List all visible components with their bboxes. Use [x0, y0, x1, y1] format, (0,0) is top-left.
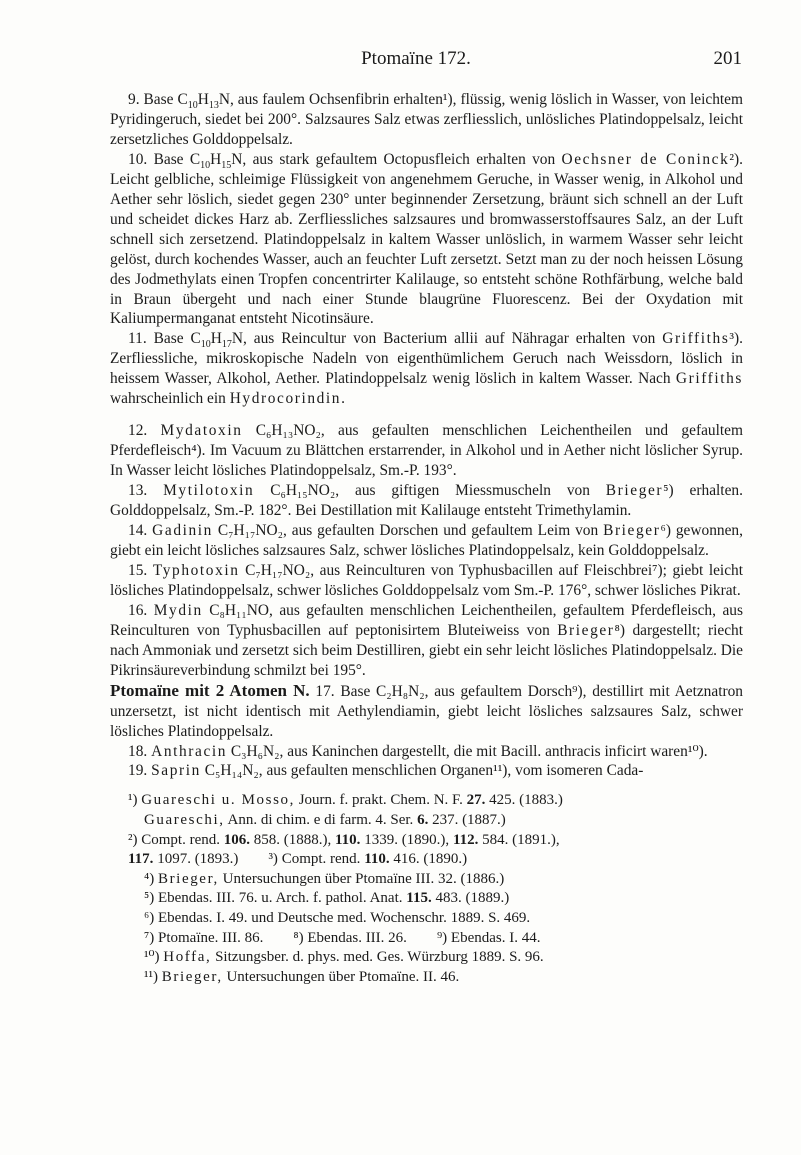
entry-text: ⁵) erhalten. Golddoppelsalz, Sm.-P. 182°. Bei Destillation mit Kalilauge entsteht Trimethylamin.: [110, 482, 743, 520]
formula: C₇H₁₇NO₂,: [245, 561, 315, 579]
entry-text: aus Reinculturen von Typhusbacillen auf Fleischbrei⁷); giebt leicht lösliches Platindoppelsalz, schwer lösliches Golddoppelsalz vom Sm.-P. 176°, schwer lösliches Pikrat.: [110, 561, 743, 599]
entry-13: [110, 481, 743, 521]
formula: C₆H₁₃NO₂,: [255, 422, 325, 440]
entry-number: 11.: [128, 330, 147, 348]
entry-text: aus gefaultem Dorsch⁹), destillirt mit Aetznatron unzersetzt, ist nicht identisch mit Aethylendiamin, giebt leicht lösliches salzsaures Salz, schwer lösliches Platindoppelsalz.: [110, 682, 743, 740]
footnote-11: ¹¹) Brieger, Untersuchungen über Ptomaïne. II. 46.: [144, 968, 460, 985]
entry-text: aus gefaulten menschlichen Leichentheilen, gefaultem Pferdefleisch, aus Reinculturen von Typhusbacillen auf peptonisirtem Bluteiweiss von: [110, 601, 743, 639]
footnote-10: ¹⁰) Hoffa, Sitzungsber. d. phys. med. Ges. Würzburg 1889. S. 96.: [144, 949, 544, 966]
entry-text: aus gefaulten menschlichen Organen¹¹), vom isomeren Cada-: [266, 762, 644, 780]
footnote-2: ²) Compt. rend. 106. 858. (1888.), 110. 1339. (1890.), 112. 584. (1891.),: [128, 831, 560, 848]
volume-number: 112.: [452, 831, 479, 848]
entry-number: 9.: [128, 91, 140, 108]
compound-name: Mydatoxin: [160, 422, 243, 440]
formula: C₈H₁₁NO,: [209, 601, 273, 619]
compound-name: Mytilotoxin: [163, 482, 255, 500]
author-name: Griffiths: [662, 330, 730, 348]
entry-text: aus faulem Ochsenfibrin erhalten¹), flüssig, wenig löslich in Wasser, von leichtem Pyridingeruch, siedet bei 200°. Salzsaures Salz etwas zerfliesslich, unlösliches Platindoppelsalz, leicht zersetzliches Golddoppelsalz.: [110, 91, 743, 148]
author-name: Oechsner de Coninck: [561, 150, 730, 168]
compound-name: Gadinin: [152, 522, 213, 540]
entry-number: 14.: [128, 522, 148, 540]
entry-text: ⁶) gewonnen, giebt ein leicht lösliches salzsaures Salz, schwer lösliches Platindoppelsalz, kein Golddoppelsalz.: [110, 522, 743, 559]
entry-11: [110, 329, 743, 409]
compound-name: Typhotoxin: [152, 561, 240, 579]
author-name: Brieger,: [161, 968, 223, 985]
entry-9: [110, 90, 743, 150]
entry-text: wahrscheinlich ein: [110, 390, 226, 408]
entry-18: [110, 742, 743, 762]
formula: C₅H₁₄N₂,: [204, 762, 263, 780]
formula: C₃H₆N₂,: [230, 742, 284, 760]
formula: C₆H₁₅NO₂,: [270, 482, 340, 500]
compound-name: Hydrocorindin.: [229, 390, 347, 408]
footnote-4: ⁴) Brieger, Untersuchungen über Ptomaïne III. 32. (1886.): [144, 870, 505, 887]
author-name: Guareschi u. Mosso,: [141, 792, 295, 809]
compound-name: Base: [153, 150, 184, 168]
compound-name: Base: [143, 91, 174, 108]
entry-text: aus Kaninchen dargestellt, die mit Bacill. anthracis inficirt waren¹⁰).: [287, 742, 708, 760]
entry-10: [110, 150, 743, 330]
entry-number: 18.: [128, 742, 148, 760]
volume-number: 6.: [417, 812, 429, 828]
entry-text: aus stark gefaultem Octopusfleich erhalten von: [252, 150, 556, 168]
entry-text: aus gefaulten Dorschen und gefaultem Leim von: [291, 522, 599, 540]
volume-number: 110.: [364, 851, 390, 868]
footnote-2-cont: 117. 1097. (1893.) ³) Compt. rend. 110. 416. (1890.): [128, 851, 468, 868]
entry-number: 17.: [315, 682, 335, 700]
volume-number: 117.: [128, 851, 154, 868]
author-name: Guareschi,: [144, 812, 225, 828]
footnote-6: ⁶) Ebendas. I. 49. und Deutsche med. Wochenschr. 1889. S. 469.: [144, 909, 531, 926]
entry-number: 16.: [128, 601, 148, 619]
entry-text: aus Reincultur von Bacterium allii auf Nähragar erhalten von: [253, 330, 656, 348]
entry-number: 19.: [128, 762, 148, 780]
volume-number: 106.: [223, 831, 250, 848]
entry-text: ³). Zerfliessliche, mikroskopische Nadeln von eigenthümlichem Geruch nach Weissdorn, löslich in heissem Wasser, Alkohol, Aether. Platindoppelsalz wenig löslich in kaltem Wasser. Nach: [110, 330, 743, 388]
author-name: Griffiths: [675, 370, 743, 388]
entry-text: ²). Leicht gelbliche, schleimige Flüssigkeit von angenehmem Geruche, in Wasser wenig, in Alkohol und Aether sehr löslich, siedet gegen 230° unter beginnender Zersetzung, bräunt sich schnell an der Luft und scheidet dickes Harz ab. Zerfliessliches salzsaures und bromwasserstoffsaures Salz, an der Luft schnell sich zersetzend. Platindoppelsalz in kaltem Wasser unlöslich, in warmem Wasser sehr leicht gelöst, durch kochendes Wasser, auch an feuchter Luft zersetzt. Setzt man zu der noch heissen Lösung des Jodmethylats einen Tropfen concentrirter Kalilauge, so entsteht schöne Rothfärbung, welche bald in Braun übergeht und nach einer Stunde blaugrüne Fluorescenz. Bei der Oxydation mit Kaliumpermanganat entsteht Nicotinsäure.: [110, 150, 743, 328]
entry-text: aus giftigen Miessmuscheln von: [355, 482, 590, 500]
volume-number: 27.: [466, 792, 486, 809]
entry-text: ⁸) dargestellt; riecht nach Ammoniak und zersetzt sich beim Destilliren, giebt ein sehr leicht lösliches Platindoppelsalz. Die Pikrinsäureverbindung schmilzt bei 195°.: [110, 621, 743, 679]
author-name: Brieger: [603, 522, 661, 540]
formula: C₂H₈N₂,: [376, 682, 429, 700]
formula: $C_{10}H_{13}N$,: [177, 91, 234, 112]
volume-number: 110.: [335, 831, 361, 848]
main-text: [110, 90, 743, 987]
author-name: Hoffa,: [163, 949, 212, 966]
footnotes: [110, 791, 743, 987]
footnote-1: ¹) Guareschi u. Mosso, Journ. f. prakt. Chem. N. F. 27. 425. (1883.): [128, 792, 563, 809]
entry-number: 10.: [128, 150, 148, 168]
volume-number: 115.: [406, 890, 432, 907]
entry-text: aus gefaulten menschlichen Leichentheilen und gefaultem Pferdefleisch⁴). Im Vacuum zu Blättchen erstarrender, in Alkohol und in Aether nicht löslicher Syrup. In Wasser leicht lösliches Platindoppelsalz, Sm.-P. 193°.: [110, 422, 743, 480]
footnote-5: ⁵) Ebendas. III. 76. u. Arch. f. pathol. Anat. 115. 483. (1889.): [144, 890, 510, 907]
compound-name: Mydin: [153, 601, 203, 619]
page-number: 201: [713, 48, 742, 69]
formula: $C_{10}H_{17}N$,: [190, 330, 247, 351]
section-heading: Ptomaïne mit 2 Atomen N.: [110, 680, 310, 700]
author-name: Brieger: [605, 482, 664, 500]
author-name: Brieger: [557, 621, 615, 639]
footnote-1-cont: Guareschi, Ann. di chim. e di farm. 4. Ser. 6. 237. (1887.): [144, 812, 506, 828]
running-title: Ptomaïne 172.: [361, 48, 471, 69]
compound-name: Saprin: [151, 762, 201, 780]
compound-name: Anthracin: [151, 742, 228, 760]
entry-14: [110, 521, 743, 561]
compound-name: Base: [153, 330, 184, 348]
entry-number: 12.: [128, 422, 148, 440]
author-name: Brieger,: [157, 870, 219, 887]
running-header: [90, 48, 742, 76]
entry-16: [110, 601, 743, 681]
entry-19: [110, 761, 743, 781]
formula: $C_{10}H_{15}N$,: [189, 150, 247, 171]
entry-number: 15.: [128, 561, 148, 579]
entry-number: 13.: [128, 482, 148, 500]
entry-17: [110, 681, 743, 742]
formula: C₇H₁₇NO₂,: [217, 522, 287, 540]
footnote-7-8-9: ⁷) Ptomaïne. III. 86. ⁸) Ebendas. III. 26. ⁹) Ebendas. I. 44.: [144, 929, 541, 946]
entry-12: [110, 421, 743, 481]
entry-15: [110, 561, 743, 601]
compound-name: Base: [340, 682, 371, 700]
